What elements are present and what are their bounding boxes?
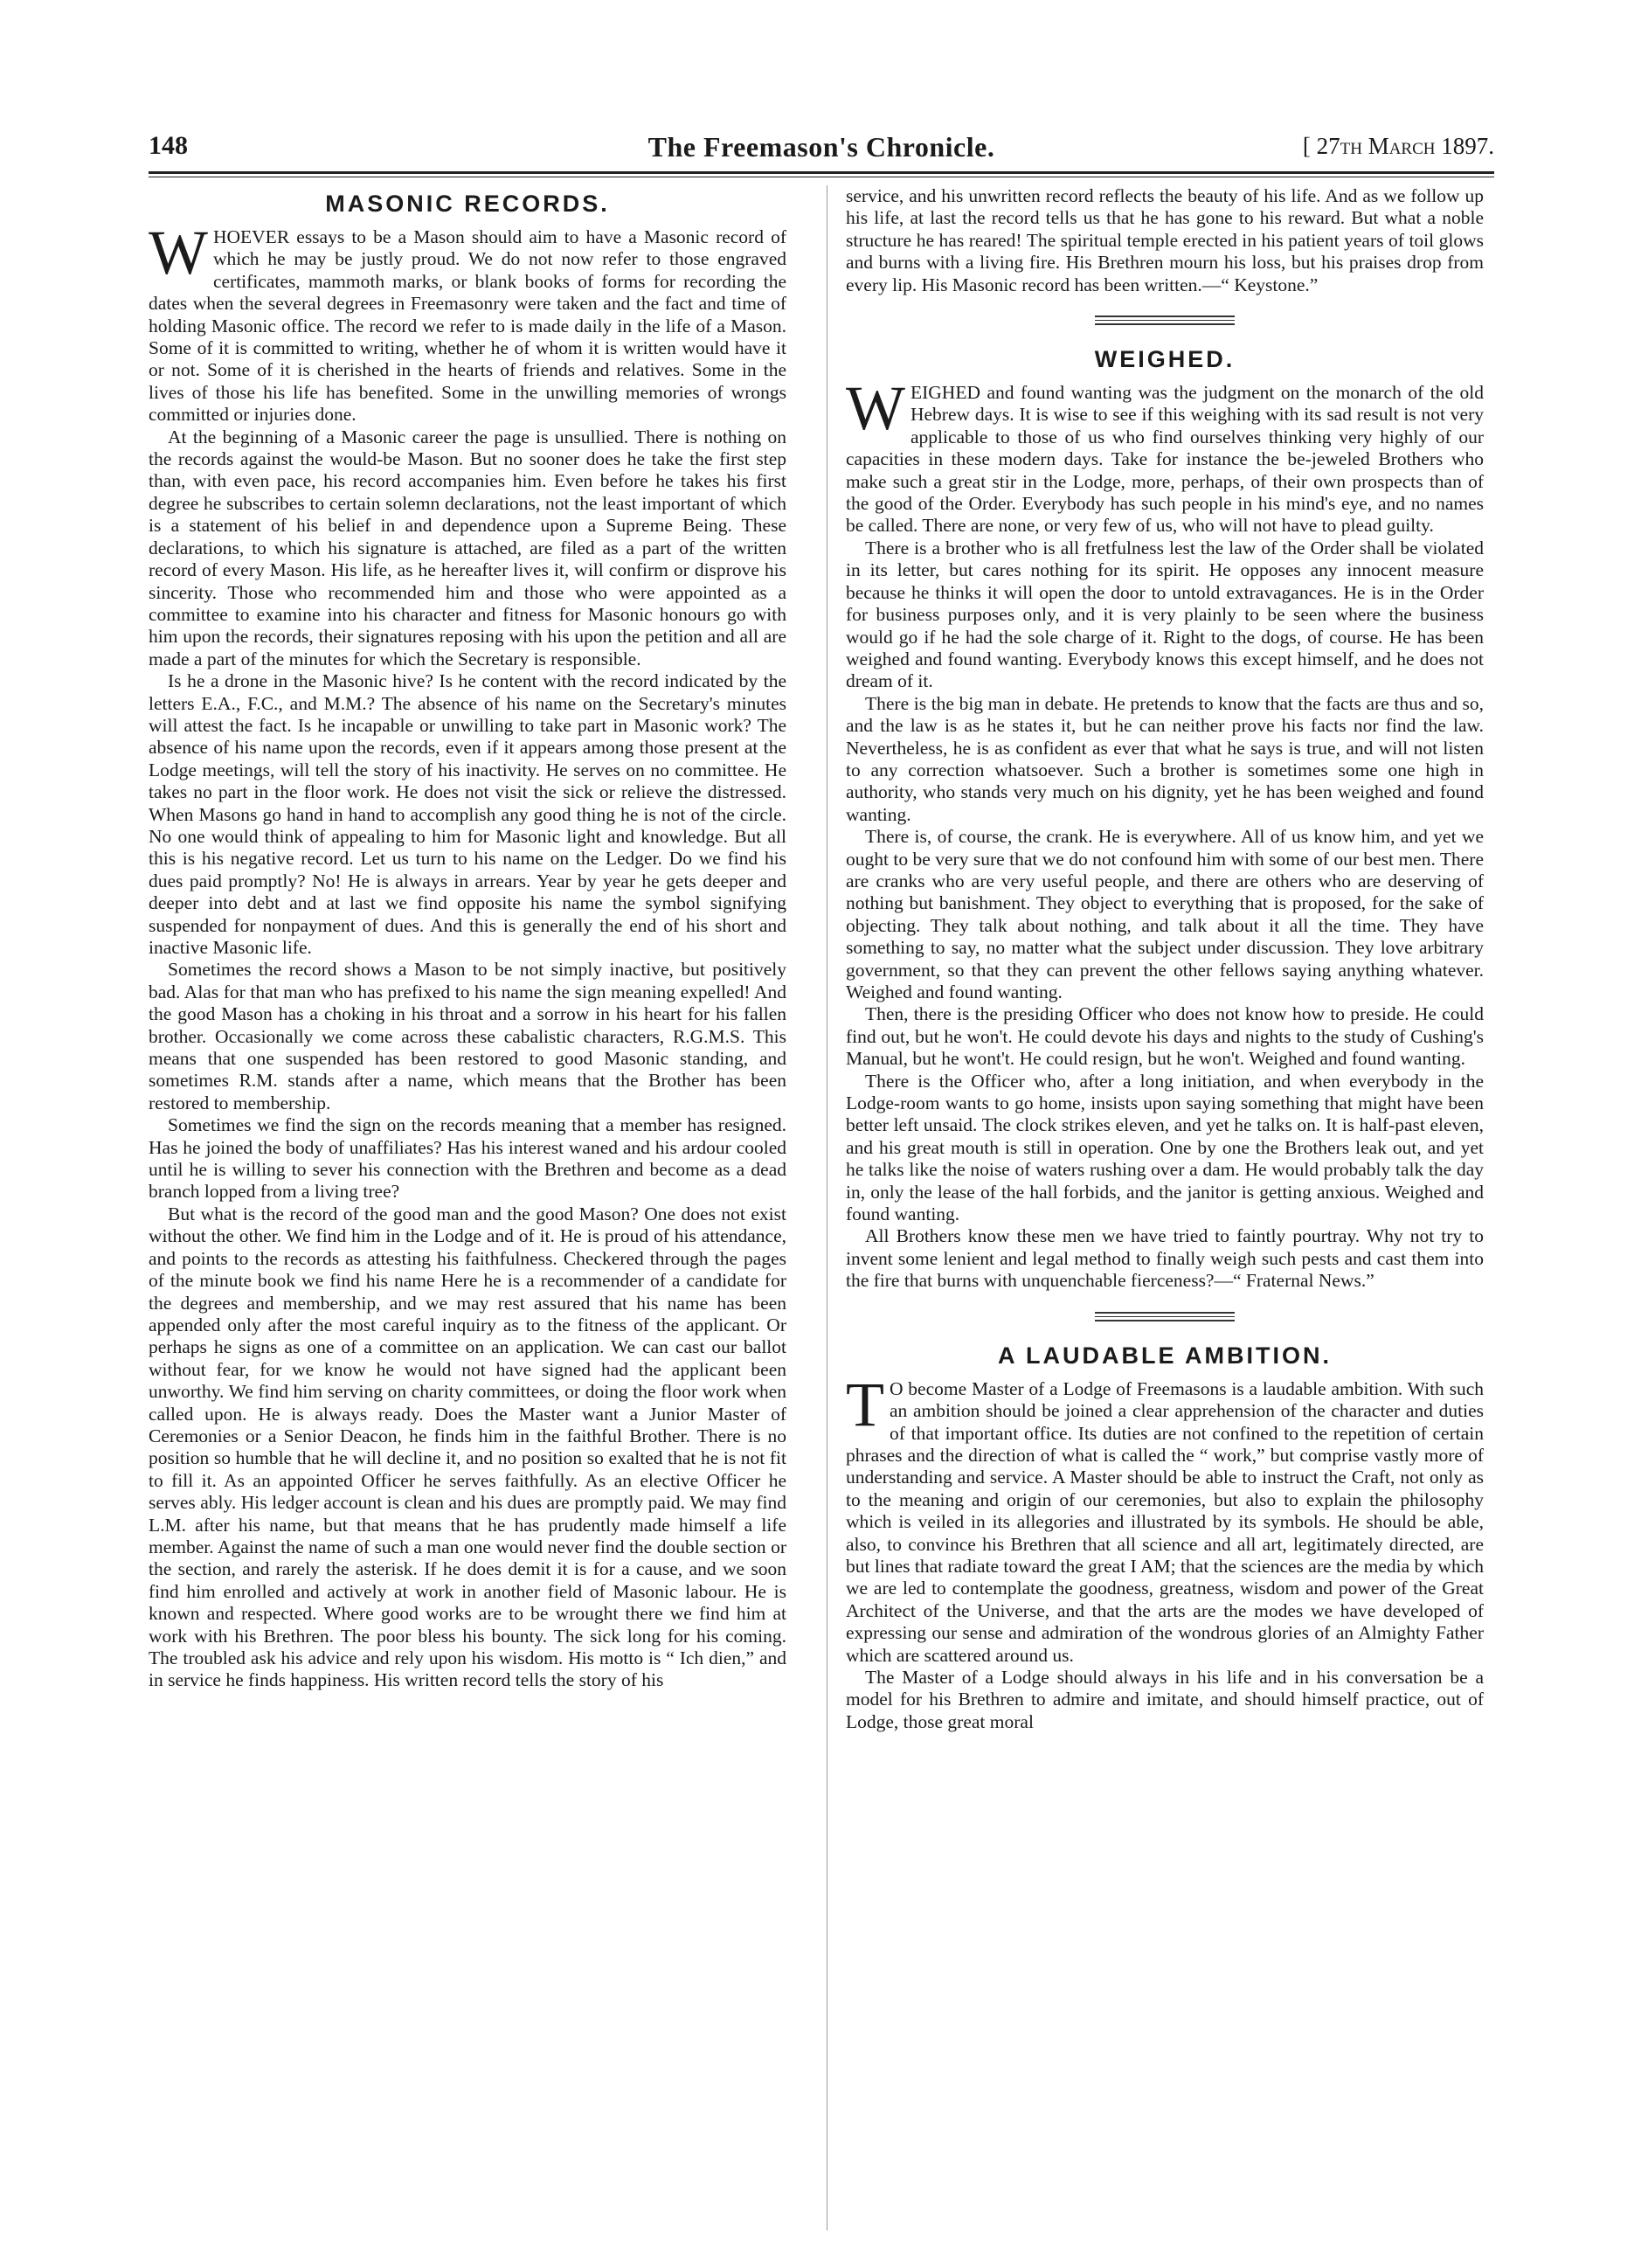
left-column (149, 185, 786, 2248)
article-paragraph: There is the big man in debate. He pretends to know that the facts are thus and so, and the law is as he states it, but he can neither prove his facts nor find the law. Nevertheless, he is as confident as ever that what he says is true, and will not listen to any correction whatsoever. Such a brother is sometimes some one high in authority, who stands very much on his dignity, yet he has been weighed and found wanting. (846, 692, 1484, 825)
header-rule (149, 171, 1494, 174)
article-paragraph: There is the Officer who, after a long initiation, and when everybody in the Lodge-room wants to go home, insists upon saying something that might have been better left unsaid. The clock strikes eleven, and yet he talks on. It is half-past eleven, and his great mouth is still in operation. One by one the Brothers leak out, and yet he talks like the noise of waters rushing over a dam. He would probably talk the day in, only the lease of the hall forbids, and the janitor is getting anxious. Weighed and found wanting. (846, 1070, 1484, 1225)
article-paragraph: There is, of course, the crank. He is everywhere. All of us know him, and yet we ought to be very sure that we do not confound him with some of our best men. There are cranks who are very useful people, and there are others who are deserving of nothing but banishment. They object to everything that is proposed, for the sake of objecting. They talk about nothing, and talk about it all the time. They have something to say, no matter what the subject under discussion. They love arbitrary government, so that they can prevent the other fellows saying anything whatever. Weighed and found wanting. (846, 826, 1484, 1002)
article-title-laudable-ambition: A LAUDABLE AMBITION. (998, 1342, 1332, 1369)
article-paragraph: WHOEVER essays to be a Mason should aim to have a Masonic record of which he may be justly proud. We do not now refer to those engraved certificates, mammoth marks, or blank books of forms for recording the dates when the several degrees in Freemasonry were taken and the fact and time of holding Masonic office. The record we refer to is made daily in the life of a Mason. Some of it is committed to writing, whether he of whom it is written would have it or not. Some of it is cherished in the hearts of friends and relatives. Some in the lives of those his life has benefited. Some in the unwilling memories of wrongs committed or injuries done. (149, 218, 786, 426)
article-continuation: service, and his unwritten record reflects the beauty of his life. And as we follow up his life, at last the record tells us that he has gone to his reward. But what a noble structure he has reared! The spiritual temple erected in his patient years of toil glows and burns with a living fire. His Brethren mourn his loss, but his praises drop from every lip. His Masonic record has been written.—“ Keystone.” (846, 185, 1484, 295)
article-paragraph: At the beginning of a Masonic career the page is unsullied. There is nothing on the records against the would-be Mason. But no sooner does he take the first step than, with even pace, his record accompanies him. Even before he takes his first degree he subscribes to certain solemn declarations, not the least important of which is a statement of his belief in and dependence upon a Supreme Being. These declarations, to which his signature is attached, are filed as a part of the written record of every Mason. His life, as he hereafter lives it, will confirm or disprove his sincerity. Those who recommended him and those who were appointed as a committee to examine into his character and fitness for Masonic honours go with him upon the records, their signatures reposing with his upon the petition and all are made a part of the minutes for which the Secretary is responsible. (149, 426, 786, 669)
article-paragraph: Is he a drone in the Masonic hive? Is he content with the record indicated by the letters E.A., F.C., and M.M.? The absence of his name on the Secretary's minutes will attest the fact. Is he incapable or unwilling to take part in Masonic work? The absence of his name upon the records, even if it appears among those present at the Lodge meetings, will tell the story of his inactivity. He serves on no committee. He takes no part in the floor work. He does not visit the sick or relieve the distressed. When Masons go hand in hand to accomplish any good thing he is not of the circle. No one would think of appealing to him for Masonic light and knowledge. But all this is his negative record. Let us turn to his name on the Ledger. Do we find his dues paid promptly? No! He is always in arrears. Year by year he gets deeper and deeper into debt and at last we find opposite his name the symbol signifying suspended for nonpayment of dues. And this is generally the end of his short and inactive Masonic life. (149, 670, 786, 958)
article-title-weighed: WEIGHED. (1094, 346, 1236, 373)
article-paragraph: But what is the record of the good man and the good Mason? One does not exist without the other. We find him in the Lodge and of it. He is proud of his attendance, and points to the records as attesting his faithfulness. Checkered through the pages of the minute book we find his name Here he is a recommender of a candidate for the degrees and membership, and we may rest assured that his name has been appended only after the most careful inquiry as to the fitness of the applicant. Or perhaps he signs as one of a committee on an application. We can cast our ballot without fear, for we know he would not have signed had the applicant been unworthy. We find him serving on charity committees, or doing the floor work when called upon. He is always ready. Does the Master want a Junior Master of Ceremonies or a Senior Deacon, he finds him in the faithful Brother. There is no position so humble that he will decline it, and no position so exalted that he is not fit to fill it. As an appointed Officer he serves faithfully. As an elective Officer he serves ably. His ledger account is clean and his dues are promptly paid. We may find L.M. after his name, but that means that he has prudently made himself a life member. Against the name of such a man one would never find the double section or the section, and rarely the asterisk. If he does demit it is for a cause, and we soon find him enrolled and actively at work in another field of Masonic labour. He is known and respected. Where good works are to be wrought there we find him at work with his Brethren. The poor bless his bounty. The sick long for his coming. The troubled ask his advice and rely upon his wisdom. His motto is “ Ich dien,” and in service he finds happiness. His written record tells the story of his (149, 1203, 786, 1691)
article-title-masonic-records: MASONIC RECORDS. (325, 191, 610, 217)
page-number: 148 (149, 131, 188, 160)
drop-cap: W (149, 218, 208, 288)
section-separator (1095, 1312, 1235, 1321)
article-paragraph: Then, there is the presiding Officer who does not know how to preside. He could find out, but he won't. He could devote his days and nights to the study of Cushing's Manual, but he wont't. He could resign, but he won't. Weighed and found wanting. (846, 1003, 1484, 1070)
right-column (846, 185, 1484, 2248)
article-paragraph: Sometimes we find the sign on the records meaning that a member has resigned. Has he joined the body of unaffiliates? Has his interest waned and his ardour cooled until he is willing to sever his connection with the Brethren and become as a dead branch lopped from a living tree? (149, 1114, 786, 1203)
drop-cap: T (846, 1369, 884, 1439)
page-header (149, 131, 1494, 166)
article-paragraph: All Brothers know these men we have tried to faintly pourtray. Why not try to invent some lenient and legal method to finally weigh such pests and cast them into the fire that burns with unquenchable fierceness?—“ Fraternal News.” (846, 1225, 1484, 1292)
article-paragraph: There is a brother who is all fretfulness lest the law of the Order shall be violated in its letter, but cares nothing for its spirit. He opposes any innocent measure because he thinks it will open the door to untold extravagances. He is in the Order for business purposes only, and it is very plainly to be seen where the business would go if he had the sole charge of it. Right to the dogs, of course. He has been weighed and found wanting. Everybody knows this except himself, and he does not dream of it. (846, 537, 1484, 692)
section-separator (1095, 316, 1235, 325)
issue-date: [ 27th March 1897. (1302, 133, 1494, 159)
article-paragraph: Sometimes the record shows a Mason to be not simply inactive, but positively bad. Alas for that man who has prefixed to his name the sign meaning expelled! And the good Mason has a choking in his throat and a sorrow in his heart for his fallen brother. Occasionally we come across these cabalistic characters, R.G.M.S. This means that one suspended has been restored to good Masonic standing, and sometimes R.M. stands after a name, which means that the Brother has been restored to membership. (149, 959, 786, 1113)
article-paragraph: The Master of a Lodge should always in his life and in his conversation be a model for his Brethren to admire and imitate, and should himself practice, out of Lodge, those great moral (846, 1666, 1484, 1732)
journal-title: The Freemason's Chronicle. (647, 131, 995, 163)
article-paragraph: T O become Master of a Lodge of Freemasons is a laudable ambition. With such an ambition should be joined a clear apprehension of the character and duties of that important office. Its duties are not confined to the repetition of certain phrases and the direction of what is called the “ work,” but comprise vastly more of understanding and service. A Master should be able to instruct the Craft, not only as to the meaning and origin of our ceremonies, but also to explain the philosophy which is veiled in its allegories and illustrated by its symbols. He should be able, also, to convince his Brethren that all science and all art, legitimately directed, are but lines that radiate toward the great I AM; that the sciences are the media by which we are led to contemplate the goodness, greatness, wisdom and power of the Great Architect of the Universe, and that the arts are the modes we have developed of expressing our sense and admiration of the wondrous glories of an Almighty Father which are scattered around us. (846, 1369, 1484, 1666)
article-paragraph: WEIGHED and found wanting was the judgment on the monarch of the old Hebrew days. It is wise to see if this weighing with its sad result is not very applicable to those of us who find ourselves thinking very highly of our capacities in these modern days. Take for instance the be-jeweled Brothers who make such a great stir in the Lodge, more, perhaps, of their own prospects than of the good of the Order. Everybody has such people in his mind's eye, and no names be called. There are none, or very few of us, who will not have to plead guilty. (846, 373, 1484, 537)
drop-cap: W (846, 373, 905, 444)
